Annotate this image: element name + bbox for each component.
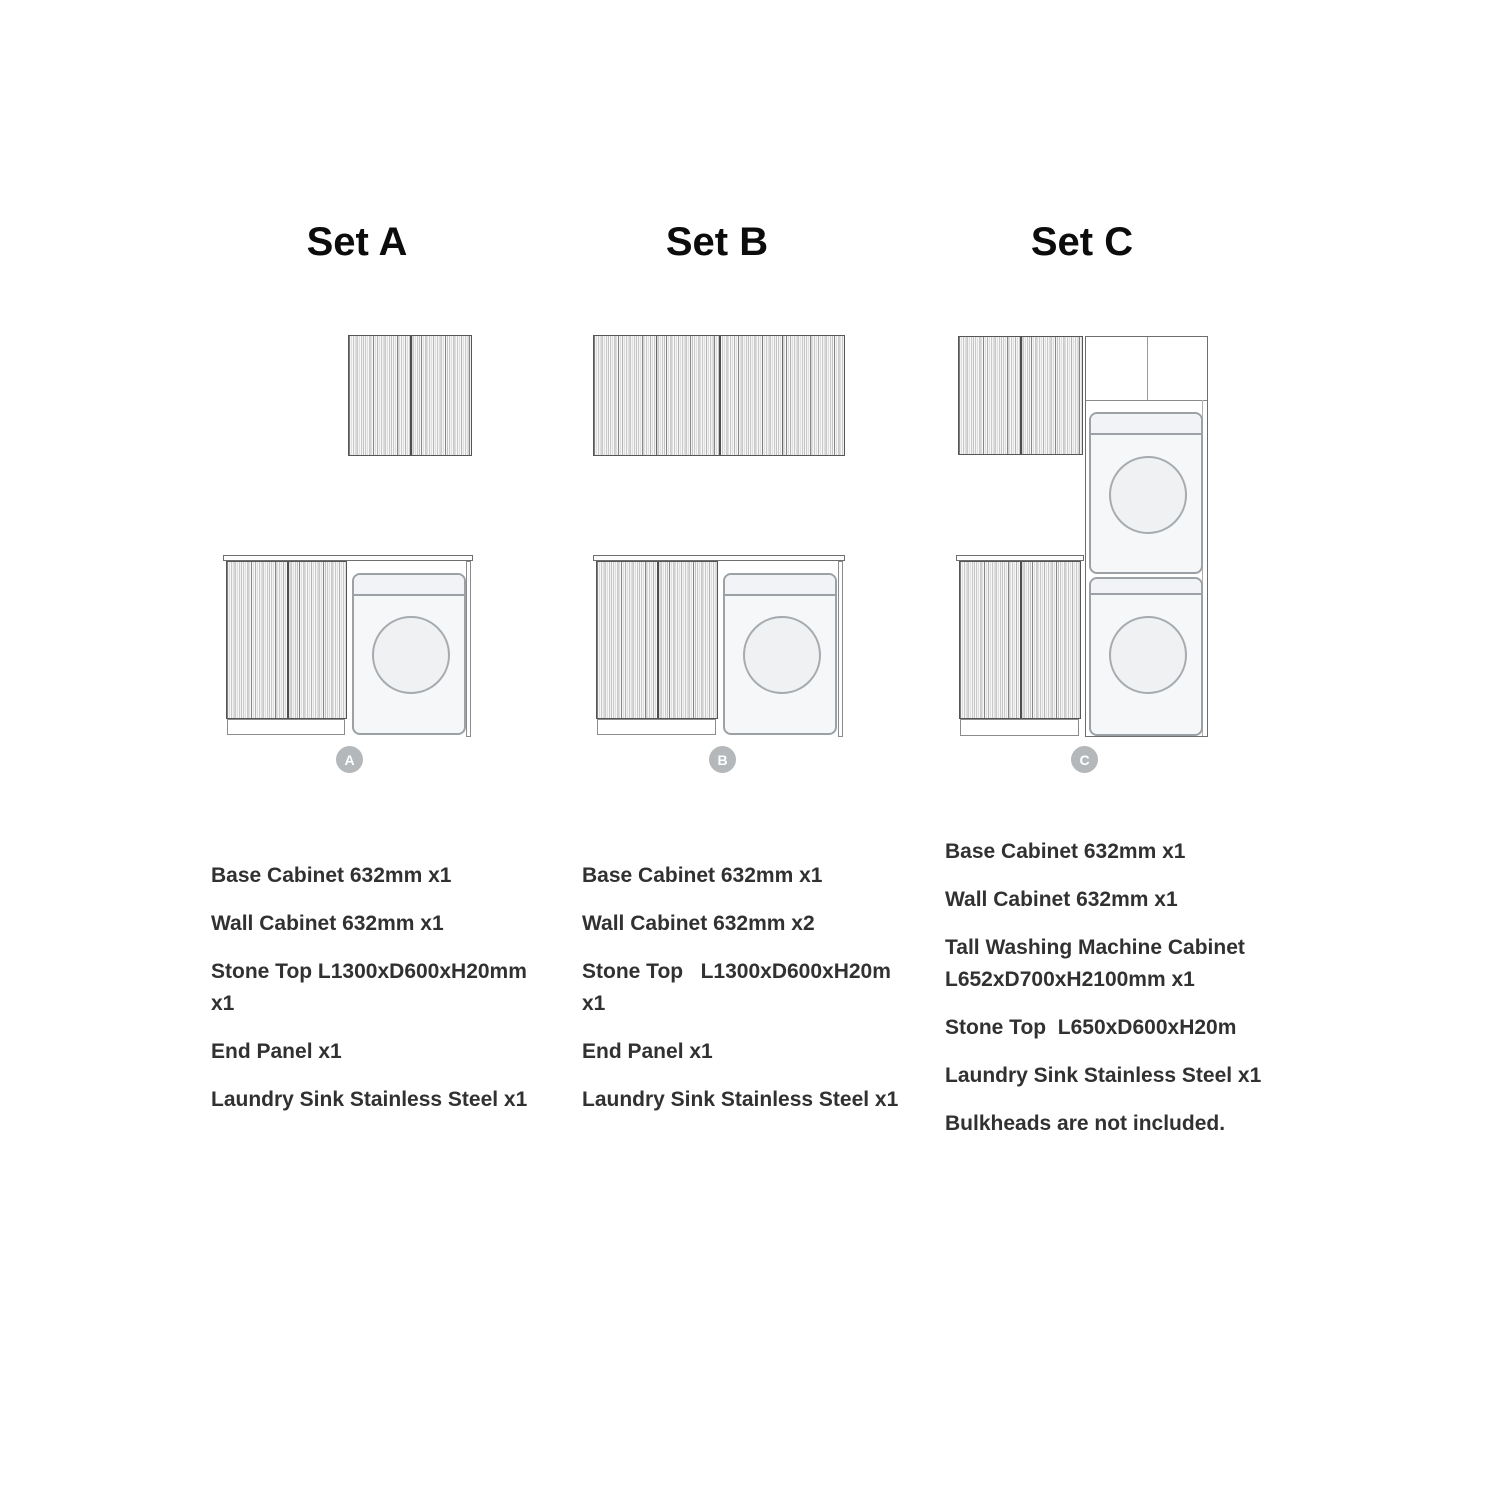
dryer xyxy=(1089,412,1203,574)
kickboard xyxy=(597,719,716,735)
door-divider xyxy=(657,562,659,718)
spec-line: Wall Cabinet 632mm x2 xyxy=(582,912,815,935)
spec-line: Base Cabinet 632mm x1 xyxy=(582,864,823,887)
kickboard xyxy=(227,719,345,735)
cabinet-divider xyxy=(719,336,721,455)
spec-line: Bulkheads are not included. xyxy=(945,1112,1226,1135)
spec-line: Stone Top L650xD600xH20m xyxy=(945,1016,1237,1039)
set-b-title: Set B xyxy=(665,220,769,264)
washing-machine xyxy=(352,573,466,735)
end-panel xyxy=(466,561,471,737)
spec-line: End Panel x1 xyxy=(582,1040,713,1063)
set-a-component-list xyxy=(211,860,581,1132)
spec-line: Wall Cabinet 632mm x1 xyxy=(945,888,1178,911)
washer-control-panel xyxy=(725,575,835,596)
spec-line: Tall Washing Machine Cabinet L652xD700xH2100mm x1 xyxy=(945,936,1245,991)
washer-door xyxy=(743,616,821,694)
washer-door xyxy=(1109,616,1187,694)
set-c-diagram xyxy=(956,336,1208,776)
open-shelf xyxy=(1086,337,1207,401)
set-b-badge: B xyxy=(709,746,736,773)
base-cabinet xyxy=(226,561,347,719)
set-c-badge: C xyxy=(1071,746,1098,773)
dryer-door xyxy=(1109,456,1187,534)
spec-line: End Panel x1 xyxy=(211,1040,342,1063)
washing-machine xyxy=(723,573,837,735)
shelf-divider xyxy=(1147,337,1148,400)
set-a-badge: A xyxy=(336,746,363,773)
washer-control-panel xyxy=(354,575,464,596)
set-a-title: Set A xyxy=(306,220,408,264)
set-c-title: Set C xyxy=(1030,220,1134,264)
set-a-diagram xyxy=(223,335,473,775)
door-divider xyxy=(1020,337,1022,454)
wall-cabinet xyxy=(958,336,1083,455)
door-divider xyxy=(410,336,412,455)
door-divider xyxy=(1020,562,1022,718)
washer-control-panel xyxy=(1091,579,1201,595)
wall-cabinet xyxy=(348,335,472,456)
wall-cabinet xyxy=(593,335,845,456)
base-cabinet xyxy=(959,561,1081,719)
set-c-component-list xyxy=(945,836,1315,1156)
washing-machine xyxy=(1089,577,1203,736)
spec-line: Base Cabinet 632mm x1 xyxy=(945,840,1186,863)
washer-door xyxy=(372,616,450,694)
dryer-control-panel xyxy=(1091,414,1201,435)
door-divider xyxy=(287,562,289,718)
end-panel xyxy=(838,561,843,737)
door-divider xyxy=(782,336,783,455)
spec-line: Base Cabinet 632mm x1 xyxy=(211,864,452,887)
spec-line: Laundry Sink Stainless Steel x1 xyxy=(211,1088,528,1111)
spec-line: Laundry Sink Stainless Steel x1 xyxy=(582,1088,899,1111)
set-b-component-list xyxy=(582,860,952,1132)
spec-line: Stone Top L1300xD600xH20mm x1 xyxy=(211,960,527,1015)
door-divider xyxy=(656,336,657,455)
kickboard xyxy=(960,719,1079,736)
set-b-diagram xyxy=(593,335,845,775)
spec-line: Stone Top L1300xD600xH20m x1 xyxy=(582,960,891,1015)
base-cabinet xyxy=(596,561,718,719)
spec-line: Laundry Sink Stainless Steel x1 xyxy=(945,1064,1262,1087)
spec-line: Wall Cabinet 632mm x1 xyxy=(211,912,444,935)
